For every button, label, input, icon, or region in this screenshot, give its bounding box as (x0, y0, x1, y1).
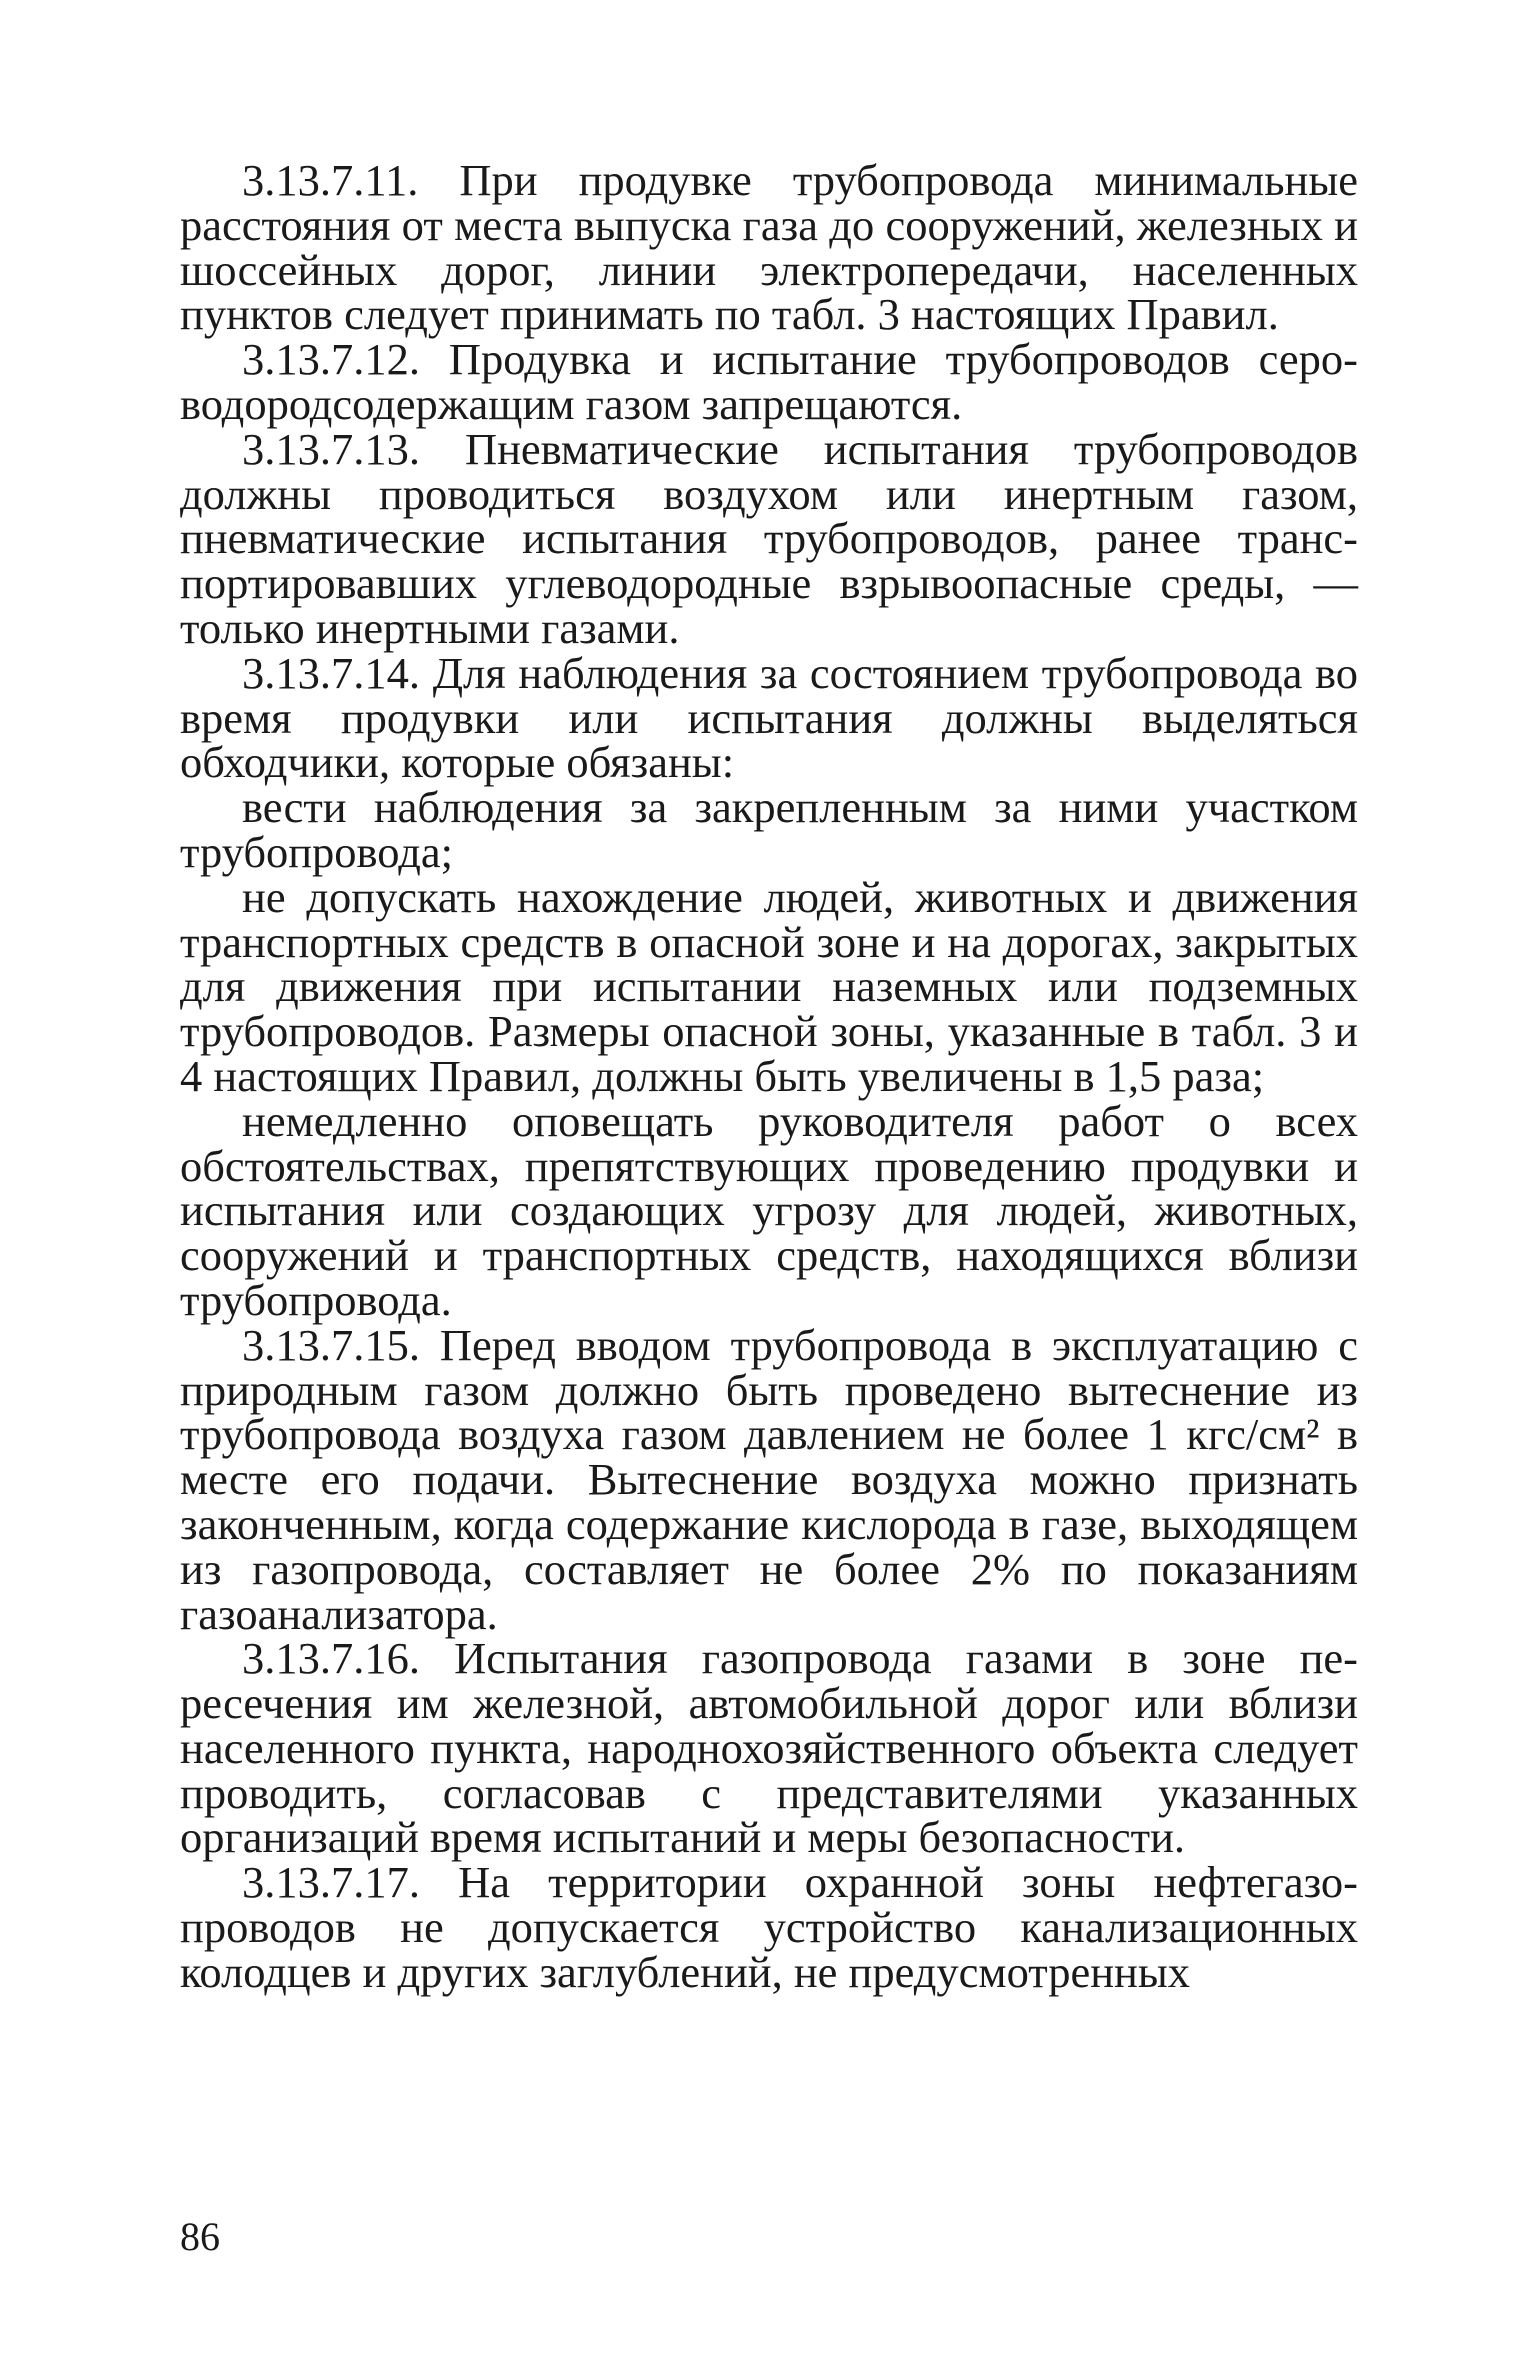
paragraph-3-13-7-16: 3.13.7.16. Испытания газопровода газами в зоне пересечения им железной, автомобильной дорог или вблизи населенного пункта, народнохозяйственного объекта следует проводить, согласовав с представителями указанных организаций время испытаний и меры безопасности. (180, 1633, 1358, 1863)
paragraph-3-13-7-11: 3.13.7.11. При продувке трубопровода минимальные расстояния от места выпуска газа до сооружений, железных и шоссейных дорог, линии электропередачи, населенных пунктов следует принимать по табл. 3 настоящих Правил. (180, 155, 1358, 340)
paragraph-3-13-7-17: 3.13.7.17. На территории охранной зоны нефтегазопроводов не допускается устройство канализационных колодцев и других заглублений, не предусмотренных (180, 1857, 1358, 1997)
paragraph-3-13-7-13: 3.13.7.13. Пневматические испытания трубопроводов должны проводиться воздухом или инертным газом, пневматические испытания трубопроводов, ранее транспортировавших углеводородные взрывоопасные среды, — только инертными газами. (180, 423, 1358, 653)
page-number: 86 (180, 2214, 220, 2259)
list-item-observe-section: вести наблюдения за закрепленным за ними участком трубопровода; (180, 782, 1358, 877)
page-body (180, 155, 1358, 1997)
paragraph-3-13-7-12: 3.13.7.12. Продувка и испытание трубопроводов сероводородсодержащим газом запрещаются. (180, 334, 1358, 429)
list-item-danger-zone: не допускать нахождение людей, животных и движения транспортных средств в опасной зоне и на дорогах, закрытых для движения при испытании наземных или подземных трубопроводов. Размеры опасной зоны, указанные в табл. 3 и 4 настоящих Правил, должны быть увеличены в 1,5 раза; (180, 871, 1358, 1101)
paragraph-3-13-7-14: 3.13.7.14. Для наблюдения за состоянием трубопровода во время продувки или испытания должны выделяться обходчики, которые обязаны: (180, 647, 1358, 788)
list-item-notify-supervisor: немедленно оповещать руководителя работ о всех обстоятельствах, препятствующих проведению продувки и испытания или создающих угрозу для людей, животных, сооружений и транспортных средств, находящихся вблизи трубопровода. (180, 1095, 1358, 1325)
paragraph-3-13-7-15: 3.13.7.15. Перед вводом трубопровода в эксплуатацию с природным газом должно быть проведено вытеснение из трубопровода воздуха газом давлением не более 1 кгс/см² в месте его подачи. Вытеснение воздуха можно признать законченным, когда содержание кислорода в газе, выходящем из газопровода, составляет не более 2% по показаниям газоанализатора. (180, 1319, 1358, 1639)
